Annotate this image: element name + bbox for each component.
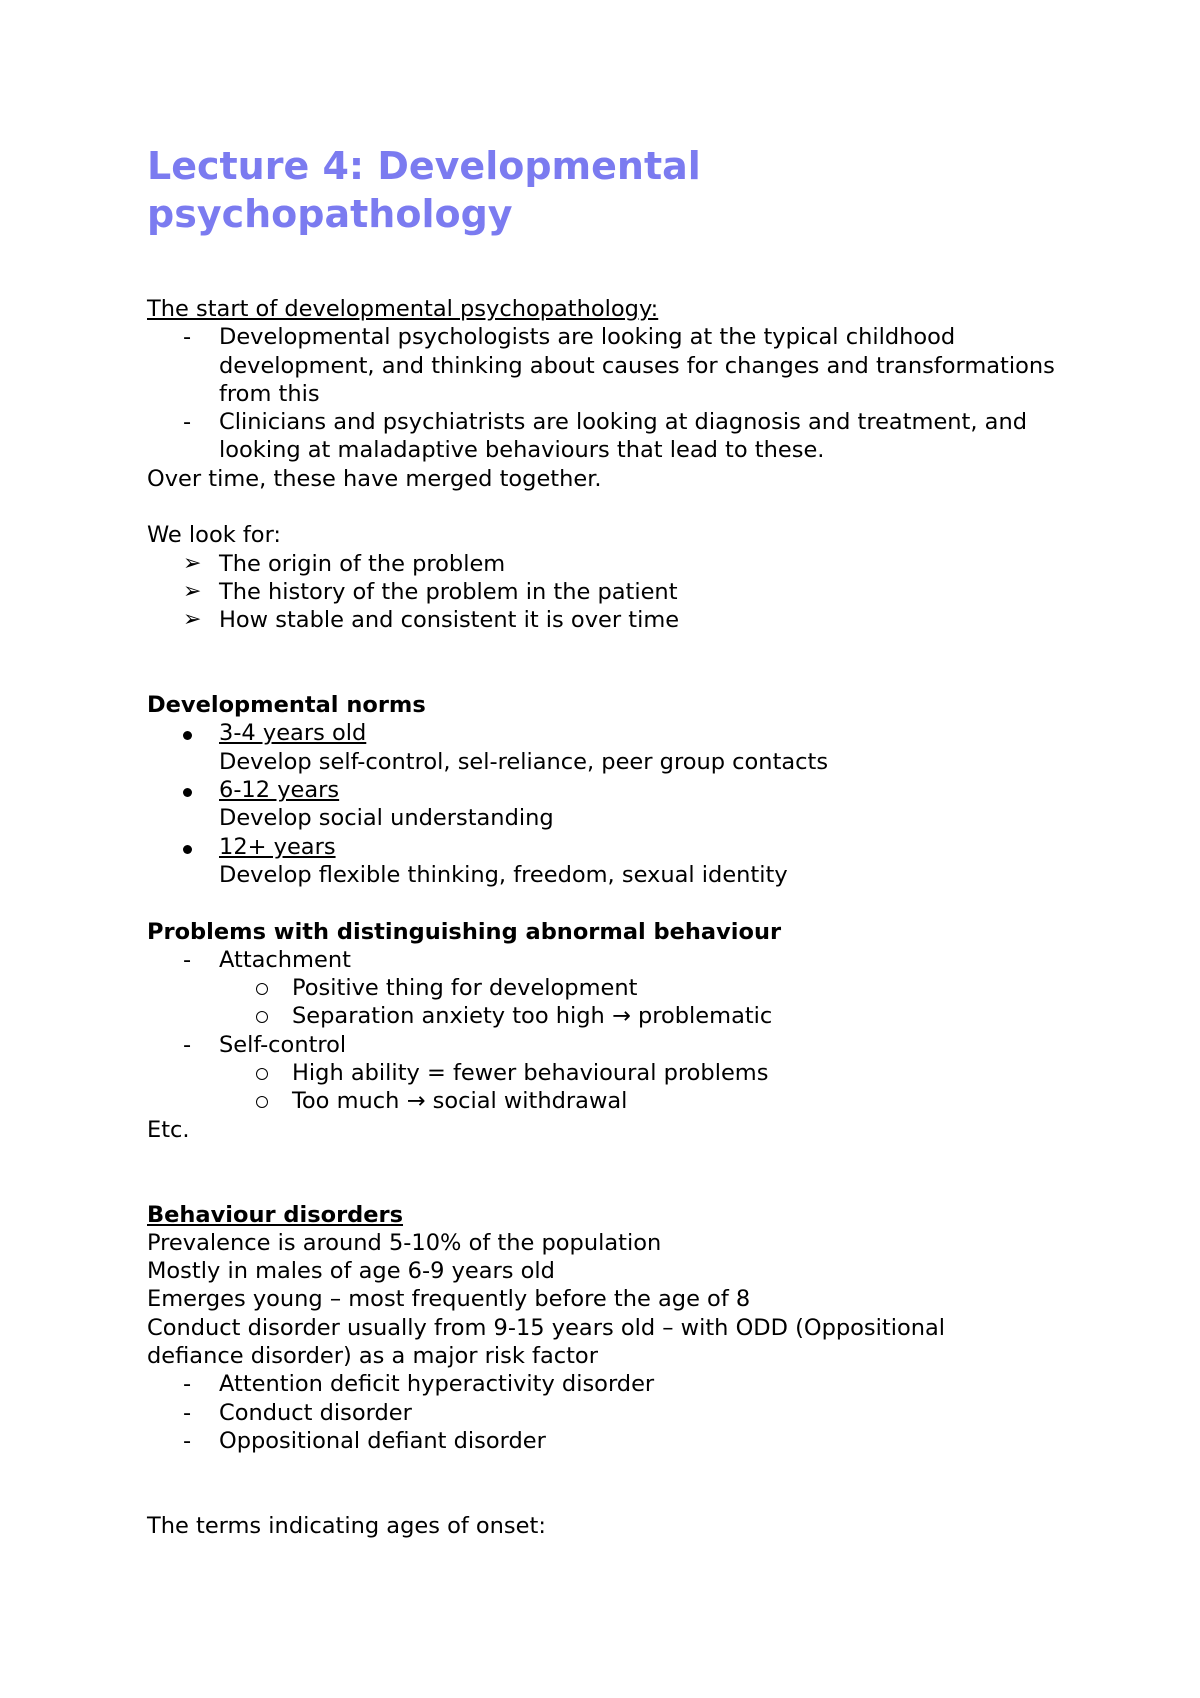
look-for-heading: We look for: — [147, 522, 282, 549]
page-title: Lecture 4: Developmental psychopathology — [147, 144, 701, 236]
dash-bullet: - — [183, 1031, 192, 1058]
problems-heading: Problems with distinguishing abnormal behaviour — [147, 918, 782, 945]
list-item: ➢ The origin of the problem — [183, 550, 506, 577]
circle-bullet-icon — [256, 1059, 268, 1087]
circle-bullet-icon — [256, 974, 268, 1002]
document-body — [147, 295, 1107, 1540]
list-item: ➢ The history of the problem in the patient — [183, 578, 678, 605]
arrow-right-icon: → — [406, 1088, 426, 1115]
intro-heading: The start of developmental psychopathology: — [147, 296, 659, 322]
arrow-right-icon: → — [611, 1003, 631, 1030]
paragraph-line: Mostly in males of age 6-9 years old — [147, 1258, 555, 1285]
list-item: - Self-control — [183, 1031, 347, 1058]
list-item: - Attachment — [183, 946, 351, 973]
circle-bullet-icon — [256, 1087, 268, 1115]
paragraph-line: Prevalence is around 5-10% of the population — [147, 1229, 662, 1256]
list-item: - Developmental psychologists are looking at the typical childhood development, and thinking about causes for changes and transformations from this — [183, 324, 1055, 407]
behaviour-heading: Behaviour disorders — [147, 1201, 404, 1228]
list-item: - Oppositional defiant disorder — [183, 1427, 546, 1454]
paragraph-line: defiance disorder) as a major risk factor — [147, 1342, 598, 1369]
dash-bullet: - — [183, 946, 192, 973]
onset-heading: The terms indicating ages of onset: — [147, 1512, 546, 1539]
list-item: - Attention deficit hyperactivity disorder — [183, 1371, 655, 1398]
bullet-icon — [183, 833, 192, 861]
dash-bullet: - — [183, 409, 192, 436]
paragraph-line: Emerges young – most frequently before the age of 8 — [147, 1286, 751, 1313]
arrowhead-bullet-icon: ➢ — [183, 607, 202, 633]
intro-closing: Over time, these have merged together. — [147, 465, 602, 492]
sub-list-item: Positive thing for development — [147, 974, 1107, 1002]
list-item: 6-12 years Develop social understanding — [147, 776, 1107, 833]
sub-list-item: High ability = fewer behavioural problems — [147, 1059, 1107, 1087]
dash-bullet: - — [183, 1427, 192, 1454]
dash-bullet: - — [183, 324, 192, 351]
arrowhead-bullet-icon: ➢ — [183, 550, 202, 576]
arrowhead-bullet-icon: ➢ — [183, 578, 202, 604]
sub-list-item: Too much → social withdrawal — [147, 1087, 1107, 1115]
list-item: - Clinicians and psychiatrists are looking at diagnosis and treatment, and looking at maladaptive behaviours that lead to these. — [183, 409, 1028, 464]
dash-bullet: - — [183, 1371, 192, 1398]
list-item: 3-4 years old Develop self-control, sel-reliance, peer group contacts — [147, 719, 1107, 776]
list-item: - Conduct disorder — [183, 1399, 412, 1426]
dash-bullet: - — [183, 1399, 192, 1426]
list-item: 12+ years Develop flexible thinking, freedom, sexual identity — [147, 833, 1107, 890]
bullet-icon — [183, 776, 192, 804]
norms-heading: Developmental norms — [147, 692, 426, 719]
list-item: ➢ How stable and consistent it is over time — [183, 607, 680, 634]
circle-bullet-icon — [256, 1002, 268, 1030]
paragraph-line: Conduct disorder usually from 9-15 years old – with ODD (Oppositional — [147, 1314, 946, 1341]
bullet-icon — [183, 719, 192, 747]
problems-closing: Etc. — [147, 1116, 190, 1143]
sub-list-item: Separation anxiety too high → problematic — [147, 1002, 1107, 1030]
